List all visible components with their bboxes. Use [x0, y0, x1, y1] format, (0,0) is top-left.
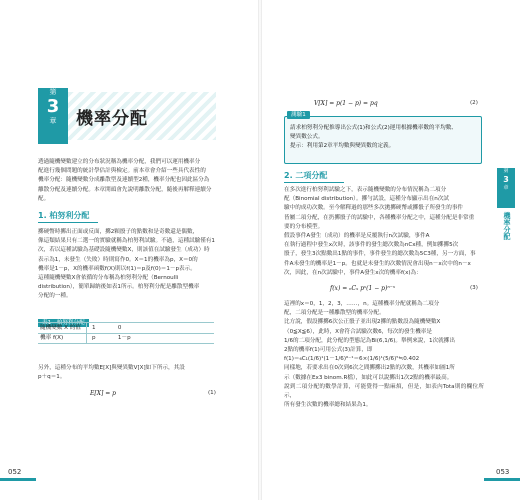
table-cell: 1 0	[92, 325, 122, 331]
text-line: 請求柏努利分配推導出公式(1)和公式(2)運用根據機率數的平均數、	[290, 125, 457, 131]
side-tab-number: 3	[503, 175, 509, 184]
side-tab-label-bottom: 章	[503, 185, 509, 191]
binomial-paragraph	[284, 186, 484, 278]
table-cell: 機率 f(X)	[40, 333, 87, 343]
text-line: 分配的一種。	[38, 293, 72, 300]
formula-mean: E[X] = p	[90, 390, 117, 397]
chapter-label-bottom: 章	[49, 117, 57, 125]
equation-number: (2)	[470, 100, 478, 106]
text-line: 配進行幾個問題的統計學估計與檢定。前本章會介紹一些具代表性的	[38, 168, 206, 175]
text-line: 比方說，假設擲擲6次公正骰子並出現2擲的點數設為隨機變數X	[284, 319, 441, 326]
text-line: 另外，這種分布的平均數E[X]與變異數V[X]如下所示，其設	[38, 365, 185, 371]
formula-binomial: f(x) = ₙCₓ pˣ(1 − p)ⁿ⁻ˣ	[330, 285, 396, 292]
text-line: 骰子，發生3次點數出1點的事件，事件發生的總次數為5C3種，另一方面，事	[284, 251, 476, 258]
formula-variance: V[X] = p(1 − p) = pq	[314, 100, 378, 107]
text-line: 配。	[38, 195, 50, 202]
text-line: 這裡的x＝0，1，2，3，……，n。這種機率分配就稱為二項分	[284, 301, 440, 307]
text-line: （0≦X≦6），此時，X會符合試驗次數6，每次的發生機率是	[284, 328, 432, 335]
text-line: 透過隨機變數建立的分布狀況稱為機率分配，我們可以運用機率分	[38, 159, 201, 165]
text-line: 說到二項分配的數學計算，可能覺得一點麻煩，但是，如表內Tota則的欄位所示，	[284, 383, 484, 400]
text-line: 所有發生次數的機率總和結果為1。	[284, 402, 372, 409]
text-line: 配（Binomial distribution）。擲勻試設，這種分布顯示出在n次試	[284, 196, 450, 203]
section-underline	[284, 182, 344, 183]
table-cell: p 1－p	[92, 335, 131, 341]
text-line: 機率分配：隨機變數分成離散型及連續型2種，機率分配也因此區分為	[38, 177, 210, 184]
text-line: 皆屬二項分配，在扔擲骰子的試驗中，各種機率分配之中，這種分配是非常重	[284, 214, 475, 221]
chapter-label-top: 第	[49, 88, 57, 96]
side-tab-title: 機率分配	[503, 212, 511, 240]
text-line: 次，若以這種試驗為基礎設隨機變數X，則該值在試驗發生（成功）時	[38, 247, 210, 254]
exercise-tag: 測驗1	[287, 111, 310, 119]
text-line: 提示：利用第2章平均數與變異數的定義。	[290, 143, 395, 149]
section-title-bernoulli: 1. 柏努利分配	[38, 211, 90, 220]
text-line: 2點的機率f(1)可用公式(3)計算，即	[284, 347, 373, 354]
text-line: 驗中的成功次數。至今解釋過的那些多次拋擲硬幣或擲骰子所發生的事件	[284, 205, 464, 212]
text-line: 配，二項分配是一種離散型的機率分配。	[284, 310, 385, 317]
table-caption-tag: 表1 柏努利分配	[38, 319, 89, 327]
chapter-number-block	[38, 88, 68, 144]
text-line: 件A未發生的機率是1－p。也就是未發生的次數情況會出現n－x次中的n－x	[284, 260, 471, 267]
text-line: 這種隨機變數X會依循的分布稱為柏努利分配（Bernoulli	[38, 275, 179, 282]
equation-number: (3)	[470, 285, 478, 291]
mean-variance-paragraph	[38, 364, 220, 382]
text-line: 表示為1，未發生（失敗）時則寫作0。X＝1的機率為p，X＝0的	[38, 256, 198, 263]
page-number-left: 052	[8, 468, 22, 476]
chapter-title: 機率分配	[76, 109, 148, 129]
text-line: 在執行過程中發生x次時，該事件的發生總次數為nCx種，例如擲擲5次	[284, 242, 459, 249]
chapter-number: 3	[46, 96, 60, 117]
table-cell: 隨機變數 X 的值	[40, 323, 87, 333]
page-accent-bar	[0, 478, 36, 481]
section-underline	[38, 222, 98, 223]
text-line: 變異數公式。	[290, 134, 324, 140]
text-line: 擲硬幣時擲出正面或反面，擲2顆骰子的點數和是奇數還是偶數，	[38, 229, 199, 235]
text-line: 像這類結果只有二選一的實驗就稱為柏努利試驗。不過，這種試驗僅有1	[38, 238, 215, 245]
side-tab-label-top: 第	[503, 168, 509, 174]
intro-paragraph	[38, 158, 220, 204]
text-line: f(1)＝₆C₁(1/6)¹(1－1/6)⁶⁻¹＝6×(1/6)¹(5/6)⁵≒0.402	[284, 356, 420, 363]
text-line: 要的分布模型。	[284, 223, 324, 230]
equation-number: (1)	[208, 390, 216, 396]
chapter-side-tab	[497, 168, 515, 208]
text-line: 在多次進行柏努利試驗之下，表示隨機變數的分布情況稱為二項分	[284, 187, 447, 193]
table-row	[38, 333, 214, 344]
page-accent-bar	[484, 478, 520, 481]
text-line: 離散分配及連續分配。本章開頭會先說明離散分配，隨後再解釋連續分	[38, 186, 212, 193]
text-line: 同樣地，若要求出在0次到6次之間擲擲出2點的次數，其機率如圖1所	[284, 365, 455, 372]
text-line: p＋q＝1。	[38, 374, 66, 381]
bernoulli-paragraph	[38, 228, 220, 302]
text-line: 示（數據在Ex3 binom.R檔），如此可以說擲出1次2點的機率最高。	[284, 374, 453, 381]
text-line: distribution），簡單歸納後如表1所示。柏努利分配是離散型機率	[38, 284, 200, 291]
page-number-right: 053	[496, 468, 510, 476]
text-line: 1/6的二項分配，此分配的型態記為Bi(6,1/6)。舉例來說，1次就擲出	[284, 337, 455, 344]
binomial-example-paragraph	[284, 300, 484, 410]
exercise-text	[290, 124, 478, 151]
section-title-binomial: 2. 二項分配	[284, 171, 328, 180]
book-gutter	[258, 0, 262, 500]
text-line: 機率是1－p，X的機率函數f(X)則以f(1)＝p及f(0)＝1－p表示。	[38, 265, 196, 272]
text-line: 次，因此，在n次試驗中，事件A發生x次的機率f(x)為：	[284, 269, 422, 276]
text-line: 假設事件A發生（成功）的機率是反覆執行n次試驗，事件A	[284, 233, 430, 240]
